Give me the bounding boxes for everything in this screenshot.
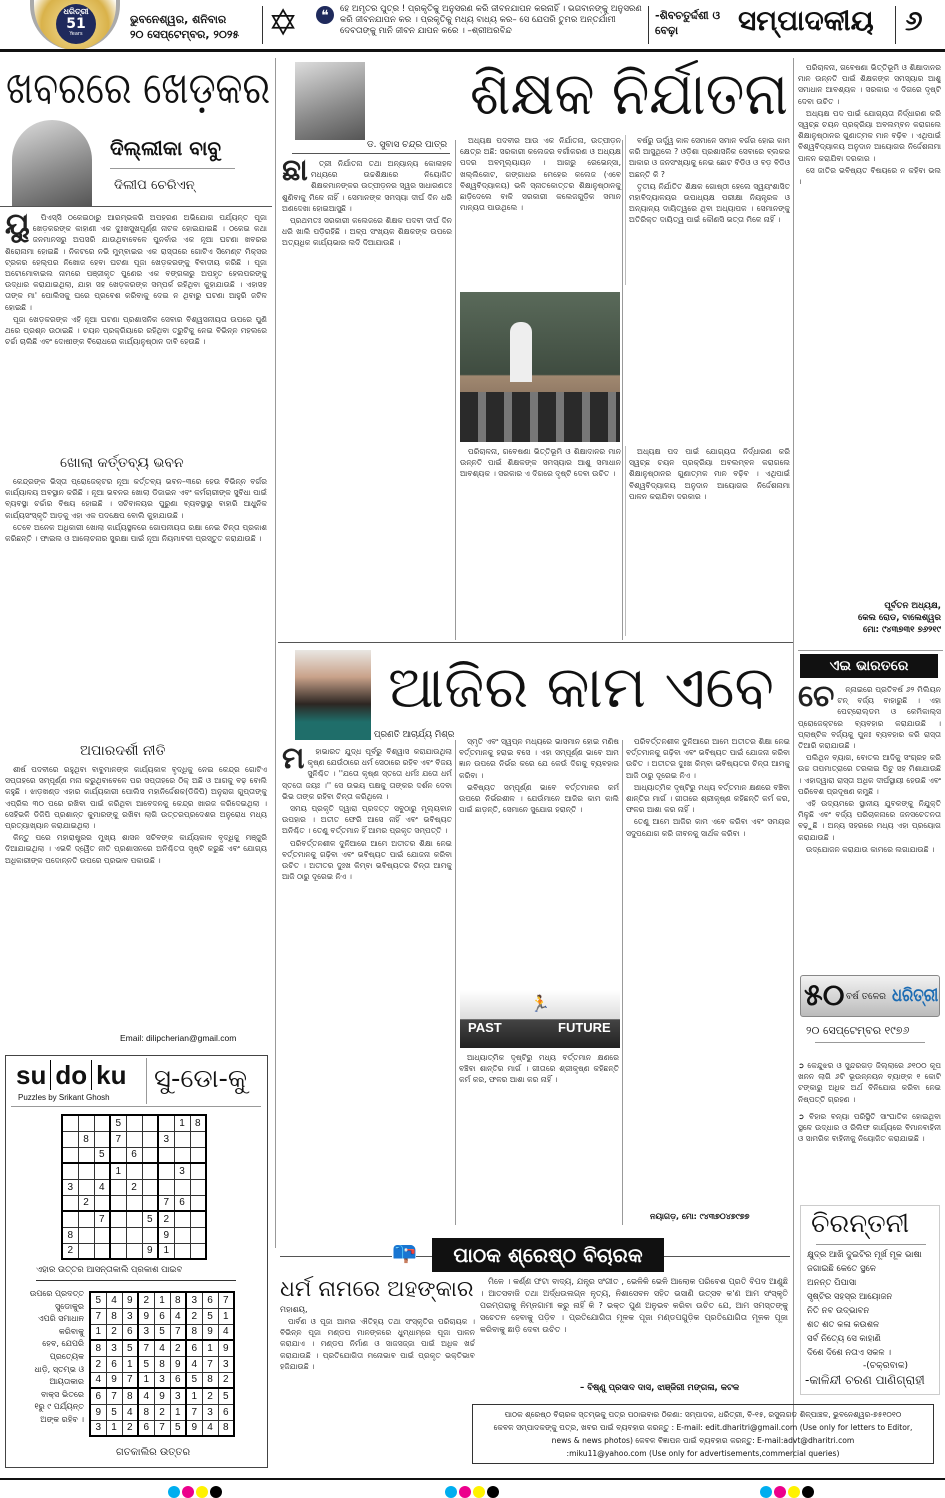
- logo-years-label: Years: [69, 31, 83, 37]
- bullet-item: ➲ ବିହାର ବନ୍ୟା ପରିସ୍ଥିତି ସାଂଘାତିକ ହୋଇଥିବା ସ୍ଥଳେ ଉଦ୍ଧାର ଓ ରିଲିଫ କାର୍ଯ୍ୟରେ ବିମାନବାହିନୀ ଓ ସାମରିକ ବାହିନୀକୁ ନିୟୋଜିତ କରାଯାଇଛି ।: [798, 1111, 941, 1144]
- sudoku-cell: 6: [186, 1340, 202, 1356]
- sudoku-cell[interactable]: [174, 1227, 190, 1243]
- sudoku-row: [90, 1404, 234, 1420]
- dilip-cherian-photo: [12, 120, 92, 206]
- sudoku-cell: 8: [218, 1420, 234, 1436]
- sudoku-cell: 3: [186, 1292, 202, 1308]
- sudoku-cell[interactable]: [126, 1227, 142, 1243]
- sudoku-cell: 8: [154, 1356, 170, 1372]
- sudoku-cell: 1: [202, 1340, 218, 1356]
- sudoku-cell: 2: [218, 1372, 234, 1388]
- sudoku-cell[interactable]: [158, 1179, 174, 1195]
- sudoku-cell: 2: [126, 1179, 142, 1195]
- sudoku-cell: 3: [174, 1163, 190, 1179]
- sudoku-cell: 9: [106, 1372, 122, 1388]
- sudoku-cell[interactable]: [94, 1227, 110, 1243]
- sudoku-cell: 4: [202, 1420, 218, 1436]
- opinion-body-col1: ମ ହାଭାରତ ଯୁଦ୍ଧ ପୂର୍ବରୁ ବିଶ୍ୱାସ କରାଯାଉଥିଲା କୃଷ୍ଣ ଯେଉଁଠାରେ ଧର୍ମ ସେଠାରେ ରହିବ ଏବଂ ବିଜୟ ସୁନିଶ୍ଚିତ । ''ଯତୋ କୃଷ୍ଣ ସ୍ତତୋ ଧର୍ମଃ ଯତୋ ଧର୍ମ ସ୍ତତୋ ଜୟଃ ।'' ସେ ଉଭୟ ପକ୍ଷକୁ ତାଙ୍କର ଦର୍ଶନ ଦେବା ଭିଭ ତାଙ୍କ ରହିବା ଚିନ୍ତା କରିଥିଲେ । ସମୟ ପ୍ରକୃତି ଦ୍ୱାରା ପ୍ରଦତ୍ତ ସବୁଠାରୁ ମୂଲ୍ୟବାନ ଉପହାର । ଅତୀତ ଫେରି ଆସେ ନାହିଁ ଏବଂ ଭବିଷ୍ୟତ ଅନିଶ୍ଚିତ । ତେଣୁ ବର୍ତ୍ତମାନ ହିଁ ଆମର ପ୍ରକୃତ ସମ୍ପତ୍ତି । ପରିବର୍ତ୍ତନଶୀଳ ଦୁନିଆରେ ଆମେ ଅତୀତର ଶିକ୍ଷା ନେଇ ବର୍ତ୍ତମାନକୁ ଗଢ଼ିବା ଏବଂ ଭବିଷ୍ୟତ ପାଇଁ ଯୋଜନା କରିବା ଉଚିତ । ଅତୀତର ଦୁଃଖ କିମ୍ବା ଭବିଷ୍ୟତର ଚିନ୍ତା ଆମକୁ ଆଜି ଠାରୁ ଦୂରେଇ ନିଏ ।: [282, 746, 452, 882]
- sudoku-cell: 1: [106, 1420, 122, 1436]
- sudoku-cell: 5: [94, 1147, 110, 1163]
- sudoku-cell: 2: [106, 1324, 122, 1340]
- sudoku-cell[interactable]: [110, 1227, 126, 1243]
- sudoku-title-odia: ସୁ-ଡୋ-କୁ: [154, 1064, 248, 1094]
- jumping-figure-icon: 🏃: [530, 994, 550, 1013]
- past-label: PAST: [468, 1020, 502, 1035]
- poem-line: ସୃଷ୍ଟିର ସହସ୍ର ଆୟୋଜନ: [807, 1292, 893, 1302]
- opinion-headline: ଆଜିର କାମ ଏବେ: [388, 653, 774, 721]
- sudoku-cell[interactable]: [190, 1227, 206, 1243]
- sudoku-puzzle-grid[interactable]: [61, 1114, 207, 1260]
- sudoku-cell: 1: [122, 1356, 138, 1372]
- sudoku-cell: 3: [154, 1372, 170, 1388]
- sudoku-cell[interactable]: [94, 1195, 110, 1211]
- sudoku-cell[interactable]: [78, 1243, 94, 1259]
- sudoku-cell: 2: [202, 1388, 218, 1404]
- opinion-signoff: ନୟାଗଡ଼, ମୋ: ୯୪୩୭୦୪୭୯୭୭: [650, 1212, 750, 1221]
- city-day: ଭୁବନେଶ୍ୱର, ଶନିବାର: [130, 13, 227, 26]
- letter-signoff: – ବିଷ୍ଣୁ ପ୍ରସାଦ ଦାସ, ଝାଞ୍ଜିରୀ ମଙ୍ଗଳା, କଟକ: [580, 1383, 740, 1393]
- masthead: [0, 0, 945, 52]
- sudoku-cell: 9: [170, 1356, 186, 1372]
- sudoku-cell: 6: [174, 1195, 190, 1211]
- sudoku-cell[interactable]: [126, 1115, 142, 1131]
- editorial-body-right: ପରିଚାଳନା, ଗବେଷଣା ଭିତ୍ତିଭୂମି ଓ ଶିକ୍ଷାଦାନର ମାନ ଉନ୍ନତି ପାଇଁ ଶିକ୍ଷକଙ୍କ ସମସ୍ୟାର ଆଶୁ ସମାଧାନ ଆବଶ୍ୟକ । ସରକାର ଏ ଦିଗରେ ଦୃଷ୍ଟି ଦେବା ଉଚିତ । ଅଧ୍ୟକ୍ଷ ପଦ ପାଇଁ ଯୋଗ୍ୟତା ନିର୍ଦ୍ଧାରଣ କରି ସ୍ୱଚ୍ଛ ଚୟନ ପ୍ରକ୍ରିୟା ଅବଲମ୍ବନ କରାଗଲେ ଶିକ୍ଷାନୁଷ୍ଠାନର ଗୁଣାତ୍ମକ ମାନ ବଢ଼ିବ । ଏଥିପାଇଁ ବିଶ୍ୱବିଦ୍ୟାଳୟ ଅନୁଦାନ ଆୟୋଗର ନିର୍ଦ୍ଦେଶନାମା ପାଳନ କରାଯିବା ଦରକାର । ସେ ଜାତିର ଭବିଷ୍ୟତ ବିଷୟରେ ନ କହିବା ଭଲ ।: [798, 63, 941, 187]
- sudoku-row: [90, 1372, 234, 1388]
- sudoku-cell[interactable]: [174, 1179, 190, 1195]
- sudoku-cell: 2: [154, 1404, 170, 1420]
- sudoku-cell: 7: [90, 1308, 106, 1324]
- sudoku-cell: 4: [218, 1324, 234, 1340]
- poem-source: -(ଚକ୍ରବାକ): [863, 1361, 908, 1371]
- editorial-headline: ଶିକ୍ଷକ ନିର୍ଯାତନା: [470, 59, 789, 129]
- sudoku-cell: 3: [202, 1404, 218, 1420]
- sudoku-cell: 5: [202, 1308, 218, 1324]
- sudoku-cell: 1: [158, 1243, 174, 1259]
- sudoku-cell[interactable]: [110, 1179, 126, 1195]
- sudoku-cell[interactable]: [62, 1147, 78, 1163]
- sudoku-cell: 8: [202, 1372, 218, 1388]
- sudoku-cell: 7: [218, 1292, 234, 1308]
- sudoku-row: [62, 1195, 206, 1211]
- sudoku-cell: 2: [122, 1420, 138, 1436]
- date: ୨୦ ସେପ୍ଟେମ୍ବର, ୨୦୨୫: [130, 28, 240, 41]
- sudoku-cell: 9: [218, 1340, 234, 1356]
- sudoku-cell[interactable]: [126, 1211, 142, 1227]
- letter-title: ଧର୍ମ ନାମରେ ଅହଙ୍କାର: [280, 1277, 474, 1302]
- sudoku-cell: 9: [158, 1227, 174, 1243]
- sudoku-cell: 3: [106, 1340, 122, 1356]
- sudoku-cell: 3: [158, 1131, 174, 1147]
- chirantani-heading: ଚିରନ୍ତନୀ: [811, 1209, 910, 1239]
- sudoku-cell: 4: [138, 1388, 154, 1404]
- sudoku-cell: 7: [170, 1324, 186, 1340]
- instruction-line: ସୁଡୋକୁର: [55, 1301, 84, 1311]
- subhead-khola-kartavya-bhavan: ଖୋଲା କର୍ତ୍ତବ୍ୟ ଭବନ: [60, 455, 184, 471]
- sudoku-row: [90, 1388, 234, 1404]
- poem-line: ଜଗାଇଛି କେତେ ସ୍ଥଳେ: [807, 1264, 876, 1274]
- sudoku-cell: 8: [122, 1388, 138, 1404]
- sudoku-row: [90, 1356, 234, 1372]
- sudoku-cell: 9: [90, 1404, 106, 1420]
- poem-line: ଶତ ଶତ କଳା କଉଶଳ: [807, 1320, 880, 1330]
- sudoku-caption: ଏହାର ଉତ୍ତର ଆସନ୍ତାକାଲି ପ୍ରକାଶ ପାଇବ: [36, 1265, 183, 1275]
- sudoku-cell: 5: [154, 1324, 170, 1340]
- editorial-author: ଡ. ସୁବାସ ଚନ୍ଦ୍ର ପାତ୍ର: [367, 140, 448, 150]
- sudoku-cell: 8: [78, 1131, 94, 1147]
- letter-salutation: ମହାଶୟ,: [280, 1305, 308, 1314]
- sudoku-cell[interactable]: [190, 1179, 206, 1195]
- editorial-body-bottom: ପରିଚାଳନା, ଗବେଷଣା ଭିତ୍ତିଭୂମି ଓ ଶିକ୍ଷାଦାନର ମାନ ଉନ୍ନତି ପାଇଁ ଶିକ୍ଷକଙ୍କ ସମସ୍ୟାର ଆଶୁ ସମାଧାନ ଆବଶ୍ୟକ । ସରକାର ଏ ଦିଗରେ ଦୃଷ୍ଟି ଦେବା ଉଚିତ । ଅଧ୍ୟକ୍ଷ ପଦ ପାଇଁ ଯୋଗ୍ୟତା ନିର୍ଦ୍ଧାରଣ କରି ସ୍ୱଚ୍ଛ ଚୟନ ପ୍ରକ୍ରିୟା ଅବଲମ୍ବନ କରାଗଲେ ଶିକ୍ଷାନୁଷ୍ଠାନର ଗୁଣାତ୍ମକ ମାନ ବଢ଼ିବ । ଏଥିପାଇଁ ବିଶ୍ୱବିଦ୍ୟାଳୟ ଅନୁଦାନ ଆୟୋଗର ନିର୍ଦ୍ଦେଶନାମା ପାଳନ କରାଯିବା ଦରକାର ।: [460, 447, 790, 501]
- instruction-line: ୧ରୁ ୯ ପର୍ଯ୍ୟନ୍ତ: [34, 1402, 84, 1412]
- sudoku-cell[interactable]: [110, 1243, 126, 1259]
- sudoku-cell: 7: [122, 1372, 138, 1388]
- fifty-label: ବର୍ଷ ତଳେର: [846, 992, 886, 1002]
- editor-email[interactable]: କେବଳ ସମ୍ପାଦକଙ୍କୁ ପତ୍ର, ଖବର ପାଇଁ ବ୍ୟବହାର କରନ୍ତୁ : E-mail: edit.dharitri@gmail.com (Use only for letters to Editor,: [493, 1423, 913, 1432]
- sudoku-cell: 9: [142, 1243, 158, 1259]
- sudoku-instructions: [10, 1288, 84, 1427]
- sudoku-cell: 5: [106, 1404, 122, 1420]
- sudoku-cell[interactable]: [62, 1211, 78, 1227]
- sudoku-cell[interactable]: [126, 1243, 142, 1259]
- sudoku-cell[interactable]: [190, 1163, 206, 1179]
- column-body: ୟୁ ପିଏସ୍‌ସି ଠକେଇଠାରୁ ଆରମ୍ଭକରି ଅପହରଣ ଅଭିଯୋଗ ପର୍ଯ୍ୟନ୍ତ ପୂଜା ଖେଡ଼କରଙ୍କ କାହାଣୀ ଏକ ଦୁଃଖସୁଖପୂର୍ଣ୍ଣ ନାଟକ ହୋଇଯାଇଛି । ଠକେଇ କଥା ଜନମାନସରୁ ଅପସରି ଯାଉଥିବାବେଳେ ପୁନର୍ବାର ଏକ ନୂଆ ଘଟଣା ଖବରର ଶିରୋନାମା ହୋଇଛି । ନିକଟରେ ନଭି ମୁମ୍ବାଇର ଏକ ରାସ୍ତାରେ ଗୋଟିଏ ସିମେଣ୍ଟ ମିକ୍ସର ଟ୍ରକର ହେଲ୍‌ପର ନିଖୋଜ ହେବା ଘଟଣା ପୂଜା ଖେଡ଼କରଙ୍କୁ ବିବାଦୀୟ କରିଛି । ପୂଜା ଅଟୋମୋବାଇଲ ନାମରେ ପଞ୍ଜୀକୃତ ପୁଣେର ଏକ ବଙ୍ଗଳାରୁ ଅପହୃତ ହେଲପରଙ୍କୁ ଉଦ୍ଧାର କରାଯାଇଥିଲା, ଯାହା ସହ ଖେଡ଼କରଙ୍କ ସମ୍ପର୍କ ରହିଥିବା କୁହାଯାଉଛି । ଏହାସହ ତାଙ୍କ ମା' ପୋଲିସକୁ ଘରେ ପ୍ରବେଶ କରିବାକୁ ଦେଇ ନ ଥିବାରୁ ଘଟଣା ଆହୁରି ଜଟିଳ ହୋଇଛି । ପୂଜା ଖେଡ଼କରଙ୍କ ଏହି ନୂଆ ଘଟଣା ପ୍ରଶାସନିକ ସେବାର ବିଶ୍ୱସନୀୟତା ଉପରେ ପୁଣି ଥରେ ପ୍ରଶ୍ନ ଉଠାଇଛି । ଚୟନ ପ୍ରକ୍ରିୟାରେ ରହିଥିବା ତ୍ରୁଟିକୁ ନେଇ ବିଭିନ୍ନ ମହଲରେ ଚର୍ଚ୍ଚା ଚାଲିଛି ଏବଂ ଦୋଷୀଙ୍କ ବିରୋଧରେ କାର୍ଯ୍ୟାନୁଷ୍ଠାନ ଦାବି ହେଉଛି ।: [5, 212, 267, 347]
- sudoku-cell: 5: [142, 1211, 158, 1227]
- sudoku-cell[interactable]: [62, 1131, 78, 1147]
- sudoku-row: [62, 1211, 206, 1227]
- sudoku-cell[interactable]: [174, 1211, 190, 1227]
- sudoku-cell[interactable]: [94, 1131, 110, 1147]
- sudoku-cell: 1: [138, 1372, 154, 1388]
- sudoku-cell: 2: [170, 1340, 186, 1356]
- logo-years: 51: [66, 16, 86, 32]
- dropcap: ୟୁ: [5, 212, 30, 242]
- advt-email[interactable]: news & news photos) କେବଳ ବିଜ୍ଞାପନ ପାଇଁ ବ୍ୟବହାର କରନ୍ତୁ: E-mail:advt@dharitri.com: [551, 1436, 855, 1445]
- masthead-rule: [0, 49, 945, 52]
- sudoku-cell: 6: [138, 1420, 154, 1436]
- sudoku-cell: 9: [154, 1388, 170, 1404]
- sudoku-row: [90, 1292, 234, 1308]
- sudoku-cell: 9: [202, 1324, 218, 1340]
- sudoku-cell: 2: [158, 1211, 174, 1227]
- sudoku-cell[interactable]: [110, 1147, 126, 1163]
- poem-line: ଦିଶେ ଦିଶେ ନତାଏ ସକଳ ।: [807, 1348, 892, 1358]
- instruction-line: ଉପରେ ପ୍ରଦତ୍ତ: [29, 1289, 84, 1298]
- sudoku-cell: 5: [186, 1372, 202, 1388]
- logo-text: ଧରିତ୍ରୀ: [63, 7, 89, 16]
- sudoku-cell[interactable]: [78, 1147, 94, 1163]
- sudoku-cell[interactable]: [174, 1131, 190, 1147]
- bullet-item: ➲ କେନ୍ଦୁଝର ଓ ସୁନ୍ଦରଗଡ଼ ଜିଲ୍ଲାରେ ୬୧୦୦ କୂପ ଖନନ ଲାଗି ୬ଟି ଭୂଉନ୍ନୟନ ବ୍ୟାଙ୍କ ୧ କୋଟି ଟଙ୍କାରୁ ଅଧିକ ଅର୍ଥ ବିନିଯୋଗ କରିବା ନେଇ ନିଷ୍ପତ୍ତି ଗ୍ରହଣ ।: [798, 1061, 941, 1104]
- teacher-classroom-photo: [460, 292, 620, 442]
- sudoku-cell: 9: [186, 1420, 202, 1436]
- poem-line: ସର୍ବ ନିତ୍ୟେ ସେ କାହାଣି: [807, 1334, 881, 1344]
- sudoku-cell: 4: [90, 1372, 106, 1388]
- sudoku-cell[interactable]: [190, 1243, 206, 1259]
- sudoku-cell: 1: [170, 1404, 186, 1420]
- sudoku-cell: 1: [154, 1292, 170, 1308]
- chirantani-poem: [801, 1242, 939, 1360]
- future-label: FUTURE: [558, 1020, 611, 1035]
- sudoku-cell: 3: [218, 1356, 234, 1372]
- editorial-body-narrow: ଛା ତ୍ରୀ ନିର୍ଯାତନା ତଥା ଅନ୍ୟାନ୍ୟ କୋଳାହଳ ମଧ୍ୟରେ ଉଚ୍ଚଶିକ୍ଷାରେ ନିୟୋଜିତ ଶିକ୍ଷକମାନଙ୍କର ଉତ୍ପୀଡ଼ନର ସ୍ୱର ସାଧାରଣତଃ ଶୁଣିବାକୁ ମିଳେ ନାହିଁ । ସେମାନଙ୍କ ସମସ୍ୟା ଦୀର୍ଘ ଦିନ ଧରି ଅଣଦେଖା ହୋଇଆସୁଛି । ପ୍ରଥମତଃ ସରକାରୀ କଲେଜରେ ଶିକ୍ଷକ ପଦବୀ ଦୀର୍ଘ ଦିନ ଧରି ଖାଲି ପଡ଼ିରହିଛି । ଅଳ୍ପ ସଂଖ୍ୟକ ଶିକ୍ଷକଙ୍କ ଉପରେ ଅତ୍ୟଧିକ କାର୍ଯ୍ୟଭାର ଲଦି ଦିଆଯାଉଛି ।: [282, 158, 452, 248]
- sudoku-cell: 6: [202, 1292, 218, 1308]
- sudoku-cell: 5: [90, 1292, 106, 1308]
- daily-quote: ହେ ଅମୃତର ପୁତ୍ର ! ପ୍ରକୃତିକୁ ଅନୁସରଣ କରି ଜୀବନଯାପନ କରନାହିଁ । ଭଗବାନଙ୍କୁ ଅନୁସରଣ କରି ଜୀବନଯାପନ କର । ପ୍ରକୃତିକୁ ମଧ୍ୟ ବାଧ୍ୟ କର– ସେ ଯେପରି ତୁମର ଅନ୍ତର୍ଯାମୀ ଦେବତାଙ୍କୁ ମାନି ଜୀବନ ଯାପନ କରେ । –ଶ୍ରୀଅରବିନ୍ଦ: [340, 4, 642, 36]
- fifty-number: ୫୦: [804, 978, 845, 1013]
- subas-chandra-patra-photo: [295, 62, 365, 140]
- sudoku-cell: 7: [106, 1388, 122, 1404]
- instruction-line: ହେବ, ଯେପରି: [42, 1339, 84, 1349]
- sudoku-cell: 9: [122, 1292, 138, 1308]
- sudoku-cell[interactable]: [62, 1163, 78, 1179]
- sudoku-cell[interactable]: [62, 1115, 78, 1131]
- sudoku-row: [90, 1340, 234, 1356]
- sudoku-cell: 7: [154, 1420, 170, 1436]
- opinion-author: ପ୍ରଣତି ଆଚାର୍ଯ୍ୟ ମିଶ୍ର: [374, 730, 455, 740]
- letters-heading: ପାଠକ ଶ୍ରେଷ୍ଠ ବିଚାରକ: [432, 1238, 664, 1272]
- sudoku-cell[interactable]: [78, 1227, 94, 1243]
- column-title: ଦିଲ୍ଲୀକା ବାବୁ: [110, 136, 222, 160]
- sudoku-cell: 8: [170, 1292, 186, 1308]
- sudoku-solution-grid: [89, 1291, 235, 1437]
- poet-name: -କାଳିନ୍ଦୀ ଚରଣ ପାଣିଗ୍ରାହୀ: [805, 1373, 925, 1387]
- poem-line: କ୍ଷୁଦ୍ର ଆଖି ଦୁଇଟିର ମୂର୍ଖ ମୂକ ଭାଷା: [807, 1250, 922, 1260]
- sudoku-row: [62, 1147, 206, 1163]
- sudoku-row: [90, 1308, 234, 1324]
- dharitri-51-years-logo: [30, 0, 120, 50]
- sudoku-cell[interactable]: [78, 1115, 94, 1131]
- sudoku-cell: 7: [202, 1356, 218, 1372]
- sudoku-cell: 4: [94, 1179, 110, 1195]
- star-emblem-icon: ✡: [268, 3, 299, 44]
- quote-icon: ❝: [316, 6, 334, 24]
- sudoku-credit: Puzzles by Srikant Ghosh: [18, 1093, 110, 1102]
- subhead-aparadarshi-niti: ଅପାରଦର୍ଶୀ ନୀତି: [80, 743, 166, 759]
- sudoku-brand: su do ku: [16, 1060, 127, 1090]
- sudoku-cell[interactable]: [158, 1163, 174, 1179]
- instruction-line: ଧାଡ଼ି, ସ୍ତମ୍ଭ ଓ: [34, 1364, 84, 1374]
- sudoku-cell: 8: [190, 1115, 206, 1131]
- sudoku-cell: 1: [110, 1163, 126, 1179]
- sudoku-cell: 1: [186, 1388, 202, 1404]
- sudoku-cell[interactable]: [142, 1131, 158, 1147]
- letters-address-box: ପାଠକ ଶ୍ରେଷ୍ଠ ବିଚାରକ ସ୍ତମ୍ଭକୁ ପତ୍ର ପଠାଇବାର ଠିକଣା: ସମ୍ପାଦକ, ଧରିତ୍ରୀ, ବି-୧୫, ରସୁଲଗଡ ଶିଳ୍ପାଞ୍ଚଳ, ଭୁବନେଶ୍ୱର-୭୫୧୦୧୦ କେବଳ ସମ୍ପାଦକଙ୍କୁ ପତ୍ର, ଖବର ପାଇଁ ବ୍ୟବହାର କରନ୍ତୁ : E-mail: edit.dharitri@gmail.com (Use only for letters to Editor, news & news photos) କେବଳ ବିଜ୍ଞାପନ ପାଇଁ ବ୍ୟବହାର କରନ୍ତୁ: E-mail:advt@dharitri.com :miku11@yahoo.com (Use only for advertisements,commercial queries): [472, 1404, 934, 1464]
- sudoku-cell: 5: [138, 1356, 154, 1372]
- letter-body-col2: ମିଳେ । କର୍ଣ୍ଣ ଫଟା ବାଦ୍ୟ, ଯନ୍ତ୍ର ସଂଗୀତ , ଭେଳିକି ଭେଳି ଆଲୋକ ପରିବେଶ ପ୍ରତି ବିପଦ ଆଣୁଛି । ଆତସବାଜି ତଥା ଅର୍ଦ୍ଧଉଲଗ୍ନ ନୃତ୍ୟ, ନିଶାସେବନ ସହିତ ଭସାଣି ଉତ୍ସବ କ'ଣ ଆମ ସଂସ୍କୃତି ପରମ୍ପରାକୁ ନିମ୍ନଗାମୀ କରୁ ନାହିଁ କି ? ଭକ୍ତ ପୁଣ ଅନୁଭବ କରିବା ଉଚିତ ଯେ, ଆମ ସମସ୍ତଙ୍କୁ ସଚେତନ ହେବାକୁ ପଡ଼ିବ । ପ୍ରତିଯୋଗିତା ମୂଳକ ପୂଜା ମଣ୍ଡପଗୁଡ଼ିକ ପ୍ରତିଯୋଗିତା ମୂଳକ ପୂଜା କରିବାକୁ ଛାଡ଼ି ଦେବା ଉଚିତ ।: [480, 1277, 788, 1334]
- arrow-bullet-icon: ➲: [798, 1061, 808, 1070]
- tithi: -ଶିବଚତୁର୍ଦ୍ଦଶୀ ଓ ବେଢ଼ା: [655, 9, 721, 37]
- chirantani-box: [800, 1205, 940, 1395]
- sudoku-cell[interactable]: [78, 1163, 94, 1179]
- instruction-line: କରିବାକୁ: [58, 1326, 84, 1336]
- sudoku-cell: 5: [218, 1388, 234, 1404]
- sudoku-cell: 3: [62, 1179, 78, 1195]
- sudoku-cell[interactable]: [126, 1195, 142, 1211]
- section-title: ସମ୍ପାଦକୀୟ: [738, 4, 874, 37]
- sudoku-cell: 4: [170, 1308, 186, 1324]
- sudoku-cell: 2: [78, 1195, 94, 1211]
- sudoku-row: [62, 1131, 206, 1147]
- instruction-line: ଆୟତାକାର: [49, 1377, 84, 1387]
- sudoku-cell[interactable]: [78, 1179, 94, 1195]
- sudoku-cell: 7: [138, 1340, 154, 1356]
- sudoku-cell[interactable]: [190, 1131, 206, 1147]
- sudoku-cell: 6: [154, 1308, 170, 1324]
- sudoku-cell[interactable]: [94, 1163, 110, 1179]
- sudoku-cell: 1: [174, 1115, 190, 1131]
- sudoku-cell: 6: [106, 1356, 122, 1372]
- sudoku-cell[interactable]: [190, 1195, 206, 1211]
- sudoku-cell: 8: [138, 1404, 154, 1420]
- editorial-signoff: ପୂର୍ବତନ ଅଧ୍ୟକ୍ଷ, କେଲ ରୋଡ, ବାଲେଶ୍ୱର ମୋ: ୯୪୩୭୩୧ ୭୬୨୧୯: [858, 601, 941, 635]
- sudoku-cell: 1: [218, 1308, 234, 1324]
- sudoku-row: [90, 1324, 234, 1340]
- sudoku-cell[interactable]: [126, 1131, 142, 1147]
- sudoku-cell: 4: [186, 1356, 202, 1372]
- editorial-body-top: ଅଧ୍ୟକ୍ଷ ପଦବୀର ଆଉ ଏକ ନିର୍ଯାତନା, ଉତ୍ପୀଡ଼ନ କ୍ଷେତ୍ର ଅଛି: ସରକାରୀ କଲେଜର ବର୍ଗୀକରଣ ଓ ଅଧ୍ୟକ୍ଷ ପଦର ଅବମୂଲ୍ୟାୟନ । ଆଗରୁ ରେଭେନ୍ସା, ଖଲ୍ଲିକୋଟ, ଗଙ୍ଗାଧର ମେହେର କଲେଜ (ଏବେ ବିଶ୍ୱବିଦ୍ୟାଳୟ) ଭଳି ସ୍ନାତକୋତ୍ତର ଶିକ୍ଷାନୁଷ୍ଠାନକୁ ଛାଡ଼ିଦେଲେ ବାକି ସରକାରୀ କଲେଜଗୁଡ଼ିକ ସମାନ ମାନ୍ୟତା ପାଉଥିଲେ । ବର୍ଷରୁ ଊର୍ଦ୍ଧ୍ୱ କାଳ ସେମାନେ ସମାନ ବର୍ଗର ହୋଇ କାମ କରି ଆସୁଥିଲେ ? ଓଡ଼ିଶା ପ୍ରଶାସନିକ ସେବାରେ ବ୍ଲକର ଆକାର ଓ ଜନସଂଖ୍ୟାକୁ ନେଇ ଛୋଟ ବିଡିଓ ଓ ବଡ଼ ବିଡିଓ ଅଛନ୍ତି କି ? ତୃତୀୟ ନିର୍ଯାତିତ ଶିକ୍ଷକ ଗୋଷ୍ଠୀ ହେଲେ ସ୍ୱୟଂଶାସିତ ମହାବିଦ୍ୟାଳୟର ଉପାଧ୍ୟକ୍ଷ ପରୀକ୍ଷା ନିୟନ୍ତ୍ରକ ଓ ଅନ୍ୟାନ୍ୟ ଦାୟିତ୍ୱରେ ଥିବା ଅଧ୍ୟାପକ । ସେମାନଙ୍କୁ ଅତିରିକ୍ତ ଦାୟିତ୍ୱ ପାଇଁ କୌଣସି ଭତ୍ତା ମିଳେ ନାହିଁ ।: [460, 136, 790, 225]
- sudoku-cell[interactable]: [94, 1115, 110, 1131]
- sudoku-cell: 2: [186, 1308, 202, 1324]
- fifty-years-ago-banner: [800, 975, 940, 1017]
- sudoku-cell: 2: [62, 1243, 78, 1259]
- sudoku-cell: 3: [138, 1324, 154, 1340]
- sudoku-cell: 2: [138, 1292, 154, 1308]
- column-author: ଦିଲୀପ ଚେରିଏନ୍: [114, 178, 195, 193]
- sudoku-cell: 5: [110, 1115, 126, 1131]
- sudoku-box: [5, 1055, 268, 1468]
- sudoku-cell: 8: [90, 1340, 106, 1356]
- sudoku-cell: 5: [170, 1420, 186, 1436]
- sudoku-cell: 6: [90, 1388, 106, 1404]
- instruction-line: ପ୍ରତ୍ୟେକ: [49, 1351, 84, 1361]
- sudoku-cell: 6: [122, 1324, 138, 1340]
- pranati-acharya-mishra-photo: [295, 650, 371, 740]
- sudoku-cell: 6: [218, 1404, 234, 1420]
- sudoku-cell: 3: [122, 1308, 138, 1324]
- sudoku-row: [62, 1115, 206, 1131]
- sudoku-cell[interactable]: [62, 1195, 78, 1211]
- page-number: ୬: [905, 4, 923, 37]
- sudoku-cell[interactable]: [110, 1195, 126, 1211]
- ei-bharatare-heading: ଏଇ ଭାରତରେ: [800, 654, 938, 678]
- sudoku-cell[interactable]: [94, 1243, 110, 1259]
- sudoku-cell[interactable]: [142, 1195, 158, 1211]
- fifty-years-bullets: [798, 1060, 941, 1195]
- opinion-body-col3: ପରିବର୍ତ୍ତନଶୀଳ ଦୁନିଆରେ ଆମେ ଅତୀତର ଶିକ୍ଷା ନେଇ ବର୍ତ୍ତମାନକୁ ଗଢ଼ିବା ଏବଂ ଭବିଷ୍ୟତ ପାଇଁ ଯୋଜନା କରିବା ଉଚିତ । ଅତୀତର ଦୁଃଖ କିମ୍ବା ଭବିଷ୍ୟତର ଚିନ୍ତା ଆମକୁ ଆଜି ଠାରୁ ଦୂରେଇ ନିଏ । ଆଧ୍ୟାତ୍ମିକ ଦୃଷ୍ଟିରୁ ମଧ୍ୟ ବର୍ତ୍ତମାନ କ୍ଷଣରେ ବଞ୍ଚିବା ଶାନ୍ତିର ମାର୍ଗ । ଗୀତାରେ ଶ୍ରୀକୃଷ୍ଣ କହିଛନ୍ତି କର୍ମ କର, ଫଳର ଆଶା କର ନାହିଁ । ତେଣୁ ଆମେ ଆଜିର କାମ ଏବେ କରିବା ଏବଂ ସମୟର ସଦୁପଯୋଗ କରି ଜୀବନକୁ ସାର୍ଥକ କରିବା ।: [626, 737, 790, 838]
- solution-caption: ଗତକାଲିର ଉତ୍ତର: [116, 1447, 191, 1458]
- past-future-image: [460, 990, 620, 1048]
- sudoku-cell[interactable]: [110, 1211, 126, 1227]
- sudoku-cell: 6: [170, 1372, 186, 1388]
- sudoku-cell[interactable]: [190, 1211, 206, 1227]
- sudoku-cell[interactable]: [158, 1115, 174, 1131]
- sudoku-row: [62, 1163, 206, 1179]
- arrow-bullet-icon: ➲: [798, 1111, 810, 1121]
- mailbox-icon: 📪: [392, 1240, 417, 1264]
- sudoku-cell: 7: [94, 1211, 110, 1227]
- sudoku-row: [90, 1420, 234, 1436]
- sudoku-cell: 4: [106, 1292, 122, 1308]
- sudoku-cell: 4: [154, 1340, 170, 1356]
- sudoku-cell: 7: [158, 1195, 174, 1211]
- sudoku-cell: 8: [186, 1324, 202, 1340]
- fifty-years-date: ୨୦ ସେପ୍ଟେମ୍ବର ୧୯୭୬: [806, 1024, 910, 1037]
- instruction-line: ଅଙ୍କ ରହିବ ।: [40, 1414, 84, 1424]
- fifty-paper: ଧରିତ୍ରୀ: [892, 985, 939, 1006]
- sudoku-row: [62, 1243, 206, 1259]
- sudoku-cell: 5: [122, 1340, 138, 1356]
- sudoku-row: [62, 1179, 206, 1195]
- author-email: Email: dilipcherian@gmail.com: [120, 1033, 237, 1043]
- instruction-line: ଏପରି ସମାଧାନ: [38, 1314, 84, 1324]
- sudoku-cell[interactable]: [142, 1147, 158, 1163]
- sudoku-cell[interactable]: [78, 1211, 94, 1227]
- sudoku-cell: 2: [90, 1356, 106, 1372]
- sudoku-cell: 1: [90, 1324, 106, 1340]
- sudoku-cell: 9: [138, 1308, 154, 1324]
- sudoku-cell[interactable]: [142, 1179, 158, 1195]
- sudoku-cell: 7: [110, 1131, 126, 1147]
- sudoku-cell: 3: [170, 1388, 186, 1404]
- poem-line: ନିତି ନବ ଉଦ୍ଭାବନ: [807, 1306, 870, 1316]
- sudoku-cell[interactable]: [190, 1147, 206, 1163]
- letter-body-col1: ପାର୍ବଣ ଓ ପୂଜା ଆମର ଐତିହ୍ୟ ତଥା ସଂସ୍କୃତିର ପରିଚାୟକ । ବିଭିନ୍ନ ପୂଜା ମଣ୍ଡପ ମାନଙ୍କରେ ଧୁମ୍‌ଧାମ୍‌ରେ ପୂଜା ପାଳନ କରାଯାଏ । ମଣ୍ଡପ ନିର୍ମାଣ ଓ ସାଜସଜ୍ଜା ପାଇଁ ଅଧିକ ଖର୍ଚ୍ଚ କରାଯାଉଛି । ପ୍ରତିଯୋଗିତା ମନୋଭାବ ପାଇଁ ପ୍ରକୃତ ଭକ୍ତିଭାବ ହଜିଯାଉଛି ।: [280, 1317, 475, 1371]
- sudoku-cell: 8: [106, 1308, 122, 1324]
- sudoku-cell[interactable]: [142, 1227, 158, 1243]
- column-headline: ଖବରରେ ଖେଡ଼କର: [6, 63, 271, 114]
- instruction-line: ବାକ୍ସ ଭିତରେ: [40, 1389, 84, 1399]
- poem-line: ଅନନ୍ତ ପିପାସା: [807, 1278, 857, 1288]
- opinion-body-col2: ସ୍ମୃତି ଏବଂ ସ୍ୱପ୍ନ ମଧ୍ୟରେ ଭାସମାନ ହୋଇ ମଣିଷ ବର୍ତ୍ତମାନକୁ ହରାଇ ବସେ । ଏହା ସମ୍ପୂର୍ଣ୍ଣ ଭାବେ ଆମ ଜ୍ଞାନ ଉପରେ ନିର୍ଭର କରେ ଯେ କେଉଁ ଦିଗକୁ ବ୍ୟବହାର କରିବା । ଭବିଷ୍ୟତ ସମ୍ପୂର୍ଣ୍ଣ ଭାବେ ବର୍ତ୍ତମାନର କର୍ମ ଉପରେ ନିର୍ଭରଶୀଳ । ଯେଉଁମାନେ ଆଜିର କାମ କାଲି ପାଇଁ ଛାଡ଼ନ୍ତି, ସେମାନେ ସୁଯୋଗ ହରାନ୍ତି ।: [459, 737, 619, 815]
- sudoku-cell: 6: [126, 1147, 142, 1163]
- sudoku-cell[interactable]: [142, 1163, 158, 1179]
- sudoku-cell: 3: [90, 1420, 106, 1436]
- sudoku-cell: 8: [62, 1227, 78, 1243]
- sudoku-cell: 7: [186, 1404, 202, 1420]
- sudoku-row: [62, 1227, 206, 1243]
- sudoku-cell: 4: [122, 1404, 138, 1420]
- sudoku-cell[interactable]: [174, 1147, 190, 1163]
- sudoku-cell[interactable]: [126, 1163, 142, 1179]
- ei-bharatare-body: ଚେ ନ୍ନାଇରେ ପ୍ରତିବର୍ଷ ୬୨ ମିଲିୟନ ଟନ୍ ବର୍ଜ୍ୟ ବାହାରୁଛି । ଏହା ପେଟ୍ରୋଲ୍ଡମ ଓ କେମିକାଲ୍ସ ପ୍ରୋଜେକ୍ଟରେ ବ୍ୟବହାର କରାଯାଉଛି । ପ୍ଲାଷ୍ଟିକ ବର୍ଜ୍ୟକୁ ପୁନଃ ବ୍ୟବହାର କରି ରାସ୍ତା ତିଆରି କରାଯାଉଛି । ପଲିଥିନ ବ୍ୟାଗ, ବୋତଲ ଆଦିକୁ ସଂଗ୍ରହ କରି ଉଚ୍ଚ ତାପମାତ୍ରାରେ ତରଳାଇ ପିଚୁ ସହ ମିଶାଯାଉଛି । ଏହାଦ୍ୱାରା ରାସ୍ତା ଅଧିକ ଦୀର୍ଘସ୍ଥାୟୀ ହେଉଛି ଏବଂ ପରିବେଶ ପ୍ରଦୂଷଣ କମୁଛି । ଏହି ଉଦ୍ୟମରେ ସ୍ଥାନୀୟ ଯୁବକଙ୍କୁ ନିଯୁକ୍ତି ମିଳୁଛି ଏବଂ ବର୍ଜ୍ୟ ପରିଚାଳନାରେ ଜନସଚେତନତା ବଢ଼ୁଛି । ଅନ୍ୟ ସହରରେ ମଧ୍ୟ ଏହା ପ୍ରୟୋଗ କରାଯାଉଛି । ଉଦ୍‌ଯୋଜନ କରାଯାଉ କାମରେ ଲଗାଯାଉଛି ।: [798, 684, 941, 854]
- sudoku-cell[interactable]: [174, 1243, 190, 1259]
- sudoku-cell[interactable]: [142, 1115, 158, 1131]
- sudoku-cell[interactable]: [158, 1147, 174, 1163]
